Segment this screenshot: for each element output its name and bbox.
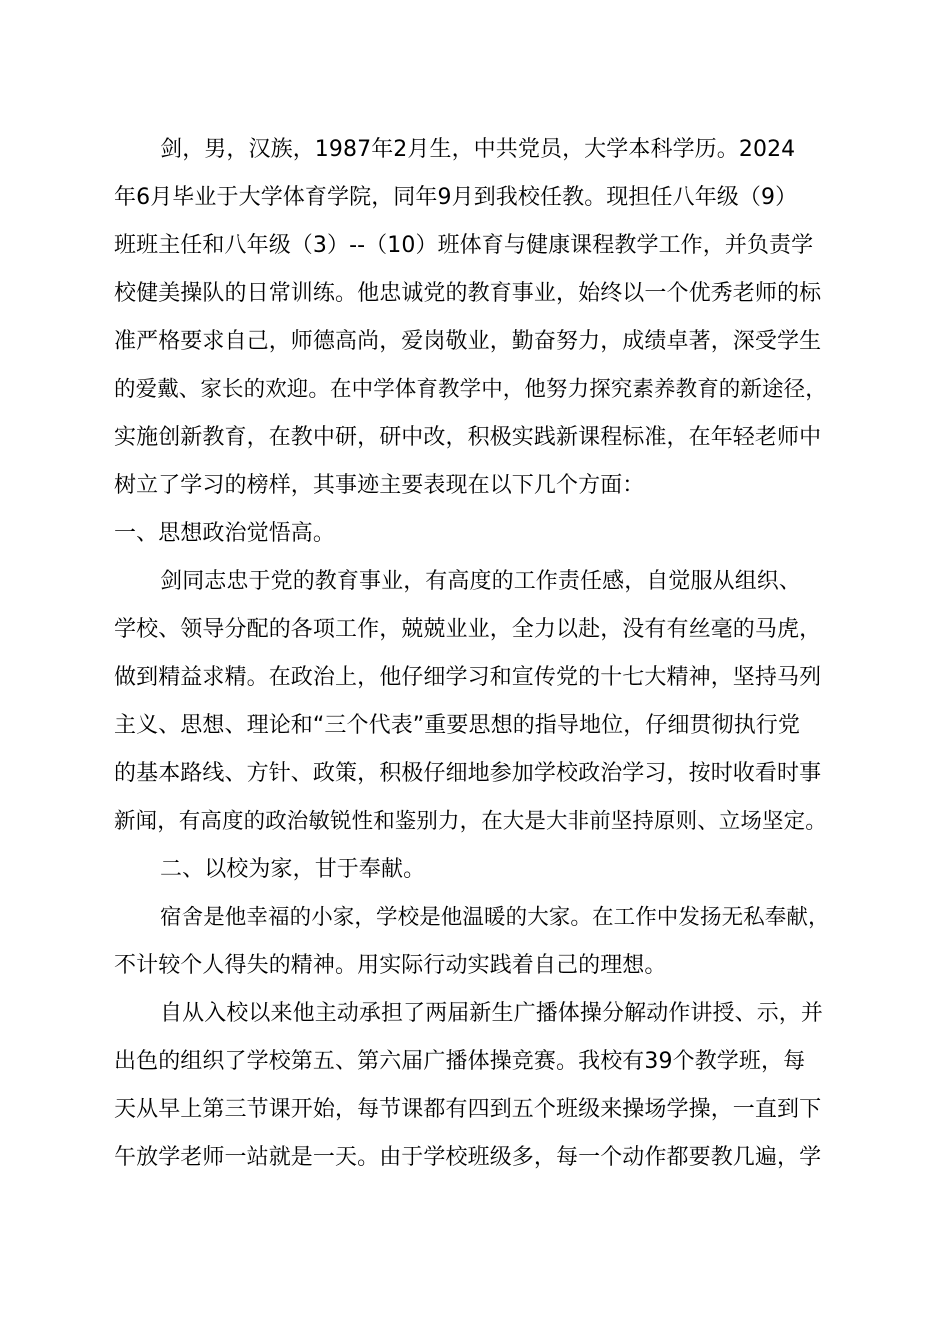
paragraph-line-2: 年6月毕业于大学体育学院，同年9月到我校任教。现担任八年级（9） <box>114 185 798 210</box>
paragraph-line-1: 剑，男，汉族，1987年2月生，中共党员，大学本科学历。2024 <box>138 137 796 162</box>
paragraph-line-10: 学校、领导分配的各项工作，兢兢业业，全力以赴，没有有丝毫的马虎， <box>114 617 822 642</box>
paragraph-line-18: 出色的组织了学校第五、第六届广播体操竞赛。我校有39个教学班，每 <box>114 1049 806 1074</box>
paragraph-line-11: 做到精益求精。在政治上，他仔细学习和宣传党的十七大精神，坚持马列 <box>114 665 822 690</box>
paragraph-line-3: 班班主任和八年级（3）--（10）班体育与健康课程教学工作，并负责学 <box>114 233 814 258</box>
paragraph-line-8: 树立了学习的榜样，其事迹主要表现在以下几个方面： <box>114 473 645 498</box>
paragraph-line-14: 新闻，有高度的政治敏锐性和鉴别力，在大是大非前坚持原则、立场坚定。 <box>114 809 827 834</box>
section-heading-1: 一、思想政治觉悟高。 <box>114 521 336 546</box>
paragraph-line-4: 校健美操队的日常训练。他忠诚党的教育事业，始终以一个优秀老师的标 <box>114 281 822 306</box>
paragraph-line-12: 主义、思想、理论和“三个代表”重要思想的指导地位，仔细贯彻执行党 <box>114 713 800 738</box>
paragraph-line-7: 实施创新教育，在教中研，研中改，积极实践新课程标准，在年轻老师中 <box>114 425 822 450</box>
paragraph-line-5: 准严格要求自己，师德高尚，爱岗敬业，勤奋努力，成绩卓著，深受学生 <box>114 329 822 354</box>
paragraph-line-6: 的爱戴、家长的欢迎。在中学体育教学中，他努力探究素养教育的新途径， <box>114 377 827 402</box>
paragraph-line-9: 剑同志忠于党的教育事业，有高度的工作责任感，自觉服从组织、 <box>138 569 802 594</box>
paragraph-line-13: 的基本路线、方针、政策，积极仔细地参加学校政治学习，按时收看时事 <box>114 761 822 786</box>
section-heading-2: 二、以校为家，甘于奉献。 <box>160 857 426 882</box>
paragraph-line-20: 午放学老师一站就是一天。由于学校班级多，每一个动作都要教几遍，学 <box>114 1145 822 1170</box>
paragraph-line-16: 不计较个人得失的精神。用实际行动实践着自己的理想。 <box>114 953 667 978</box>
paragraph-line-15: 宿舍是他幸福的小家，学校是他温暖的大家。在工作中发扬无私奉献， <box>160 905 830 930</box>
paragraph-line-17: 自从入校以来他主动承担了两届新生广播体操分解动作讲授、示，并 <box>160 1001 824 1026</box>
paragraph-line-19: 天从早上第三节课开始，每节课都有四到五个班级来操场学操，一直到下 <box>114 1097 822 1122</box>
